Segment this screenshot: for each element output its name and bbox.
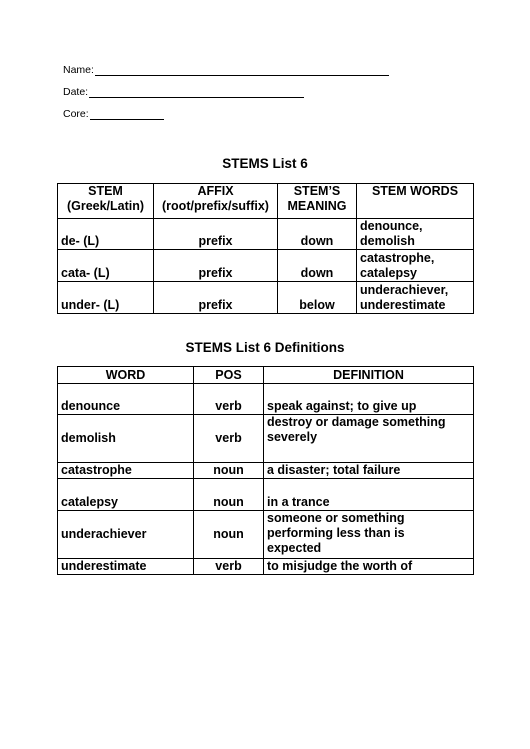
definitions-header-word: WORD [58, 367, 194, 384]
definition-text-line: expected [267, 541, 322, 555]
definition-text-line: destroy or damage something [267, 415, 446, 429]
stems-title: STEMS List 6 [222, 156, 308, 171]
stems-header-stem [58, 184, 154, 219]
meaning-cell: down [278, 250, 357, 282]
stem-words-line: catastrophe, [360, 251, 435, 265]
meaning-cell: down [278, 219, 357, 250]
stems-header-affix-line: AFFIX [197, 184, 234, 198]
word-cell: underachiever [58, 511, 194, 559]
definition-cell [264, 511, 474, 559]
stems-header-affix [154, 184, 278, 219]
definition-row [58, 559, 474, 575]
definition-cell [264, 479, 474, 511]
stems-header-meaning-line: STEM’S [293, 184, 341, 198]
affix-cell: prefix [154, 282, 278, 314]
stem-cell: cata- (L) [58, 250, 154, 282]
stem-words-line: demolish [360, 234, 415, 248]
pos-cell: noun [194, 479, 264, 511]
core-line[interactable] [90, 108, 164, 120]
definition-text-line: in a trance [267, 495, 330, 509]
definition-row [58, 479, 474, 511]
stems-header-stem-line: (Greek/Latin) [66, 199, 145, 213]
definitions-table [57, 366, 474, 575]
name-line[interactable] [95, 64, 389, 76]
meaning-cell: below [278, 282, 357, 314]
definition-text-line: to misjudge the worth of [267, 559, 413, 573]
word-cell: underestimate [58, 559, 194, 575]
definition-cell [264, 384, 474, 415]
stem-words-cell [357, 250, 474, 282]
definitions-header-row [58, 367, 474, 384]
definitions-header-pos: POS [194, 367, 264, 384]
pos-cell: verb [194, 384, 264, 415]
definition-text-line: someone or something [267, 511, 405, 525]
stems-header-words [357, 184, 474, 219]
date-label: Date: [63, 86, 89, 98]
core-field[interactable] [63, 108, 164, 120]
definition-row [58, 384, 474, 415]
definition-row [58, 463, 474, 479]
definitions-title: STEMS List 6 Definitions [185, 340, 345, 355]
definition-cell [264, 559, 474, 575]
definition-cell [264, 463, 474, 479]
stem-words-cell [357, 282, 474, 314]
pos-cell: verb [194, 559, 264, 575]
stem-words-line: catalepsy [360, 266, 417, 280]
name-field[interactable] [63, 64, 389, 76]
definition-text-line: performing less than is [267, 526, 405, 540]
stems-header-meaning [278, 184, 357, 219]
stems-table [57, 183, 474, 314]
core-label: Core: [63, 108, 89, 120]
word-cell: catastrophe [58, 463, 194, 479]
stems-row [58, 219, 474, 250]
date-field[interactable] [63, 86, 304, 98]
definition-text-line: severely [267, 430, 318, 444]
stem-words-line: underestimate [360, 298, 446, 312]
word-cell: demolish [58, 415, 194, 463]
word-cell: catalepsy [58, 479, 194, 511]
name-label: Name: [63, 64, 94, 76]
pos-cell: noun [194, 511, 264, 559]
stems-row [58, 282, 474, 314]
definition-row [58, 415, 474, 463]
stem-cell: under- (L) [58, 282, 154, 314]
pos-cell: noun [194, 463, 264, 479]
stems-row [58, 250, 474, 282]
stems-header-stem-line: STEM [88, 184, 123, 198]
stems-header-meaning-line: MEANING [287, 199, 347, 213]
pos-cell: verb [194, 415, 264, 463]
stems-header-words-line: STEM WORDS [371, 184, 459, 198]
date-line[interactable] [89, 86, 304, 98]
definition-row [58, 511, 474, 559]
affix-cell: prefix [154, 250, 278, 282]
stem-words-line: underachiever, [360, 283, 449, 297]
stem-cell: de- (L) [58, 219, 154, 250]
definitions-header-definition: DEFINITION [264, 367, 474, 384]
stems-header-row [58, 184, 474, 219]
definition-cell [264, 415, 474, 463]
word-cell: denounce [58, 384, 194, 415]
affix-cell: prefix [154, 219, 278, 250]
stem-words-line: denounce, [360, 219, 423, 233]
definition-text-line: speak against; to give up [267, 399, 417, 413]
definition-text-line: a disaster; total failure [267, 463, 401, 477]
stems-header-affix-line: (root/prefix/suffix) [162, 199, 269, 213]
stem-words-cell [357, 219, 474, 250]
